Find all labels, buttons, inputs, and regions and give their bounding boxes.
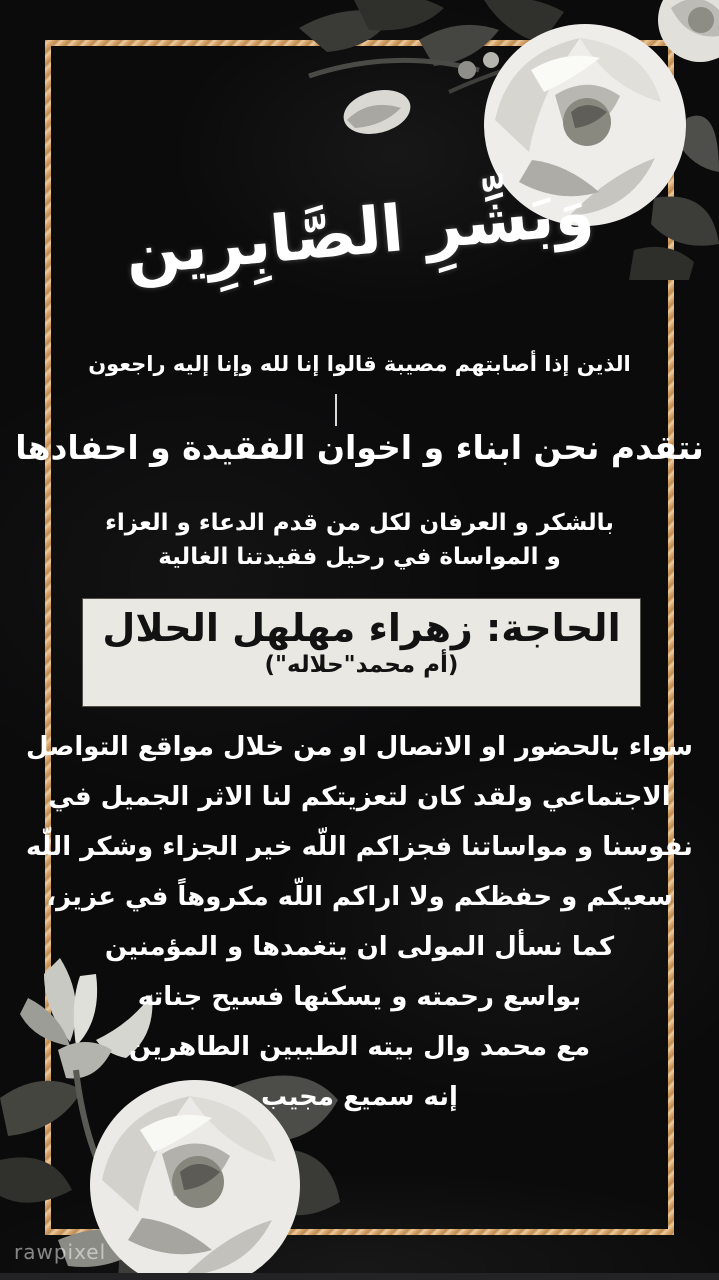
thanks-line-1: بالشكر و العرفان لكل من قدم الدعاء و العزاء [105, 510, 614, 536]
body-line: سواء بالحضور او الاتصال او من خلال مواقع التواصل [26, 732, 693, 762]
deceased-kunya: (أم محمد"حلاله") [264, 652, 459, 678]
calligraphy-title: وَبَشِّرِ الصَّابِرِين [122, 175, 597, 291]
body-line: كما نسأل المولى ان يتغمدها و المؤمنين [104, 932, 615, 962]
body-line: نفوسنا و مواساتنا فجزاكم اللّه خير الجزاء وشكر اللّه [26, 832, 693, 862]
body-line: سعيكم و حفظكم ولا اراكم اللّه مكروهاً في عزيز، [46, 882, 673, 912]
thanks-line-2: و المواساة في رحيل فقيدتنا الغالية [158, 544, 561, 570]
body-line: مع محمد وال بيته الطيبين الطاهرين [128, 1032, 591, 1062]
rawpixel-watermark: rawpixel [14, 1240, 107, 1264]
quran-verse: الذين إذا أصابتهم مصيبة قالوا إنا لله وإنا إليه راجعون [88, 352, 631, 376]
body-line: بواسع رحمته و يسكنها فسيح جناته [137, 982, 582, 1012]
gratitude-body-text [0, 722, 719, 1122]
deceased-name-box [82, 598, 641, 707]
calligraphy-descender-stroke [335, 394, 337, 426]
bottom-edge-strip [0, 1273, 719, 1280]
thanks-paragraph [0, 506, 719, 574]
body-line: إنه سميع مجيب [261, 1082, 458, 1112]
family-announcement-line: نتقدم نحن ابناء و اخوان الفقيدة و احفادها [15, 428, 704, 467]
deceased-name: الحاجة: زهراء مهلهل الحلال [102, 606, 621, 650]
body-line: الاجتماعي ولقد كان لتعزيتكم لنا الاثر الجميل في [48, 782, 671, 812]
